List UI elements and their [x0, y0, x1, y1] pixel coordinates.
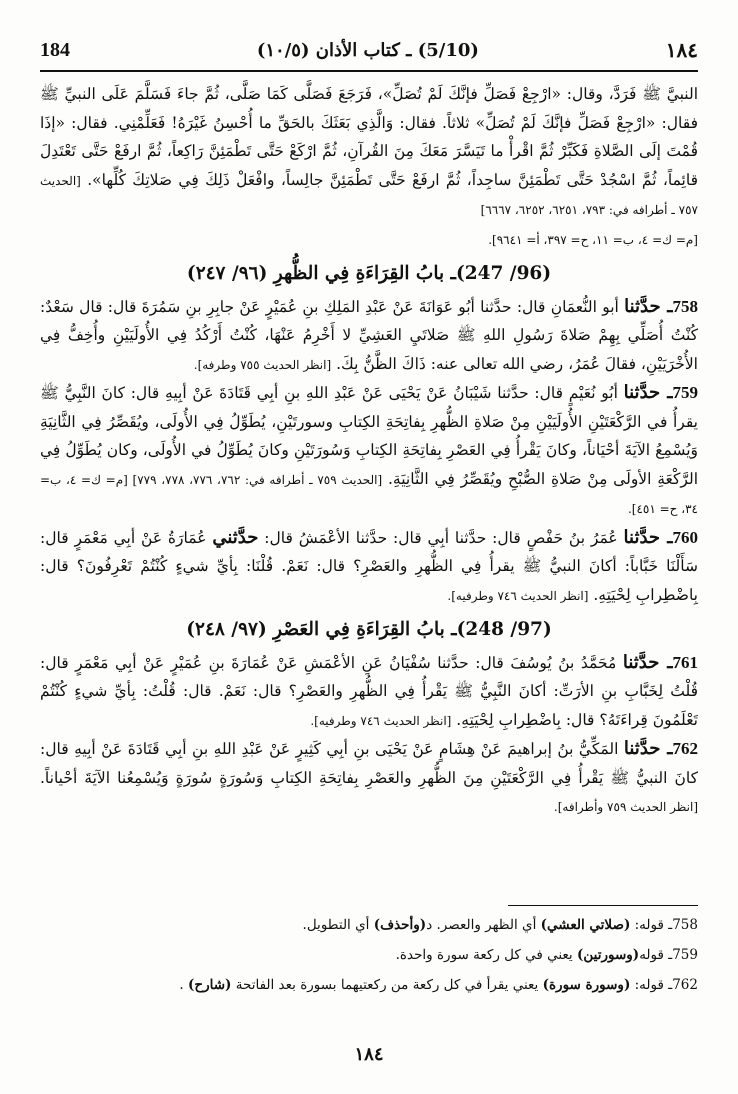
hadith-text: المَكِّيُّ بنُ إبراهيمَ عَنْ هِشَامٍ عَنْ يَحْيَى بنِ أبِي كَثِيرٍ عَنْ عَبْدِ اللهِ بنِ أبِي قَتَادَةَ عَنْ أبِيهِ قال: كانَ النبيُّ ﷺ يَقْرأُ فِي الرَّكْعَتَيْنِ مِنَ الظُّهرِ والعَصْرِ بِفاتِحَةِ الكِتابِ وَسُورَةٍ سُورَةٍ وَيُسْمِعُنا الآيَةَ أحْياناً. — [40, 740, 698, 787]
hadith-760 — [40, 524, 698, 611]
intro-reference-2: [م= ك= ٤، ب= ١١، ح= ٣٩٧، أ= ٩٦٤١]. — [488, 232, 698, 247]
footnote-part: أي التطويل. — [302, 917, 374, 933]
hadith-number: 762 — [672, 739, 698, 758]
hadith-haddathani: حدَّثني — [212, 526, 259, 548]
hadith-number: 761 — [672, 652, 699, 672]
hadith-opening: ـ حدَّثنا — [622, 651, 673, 673]
footnote-term: (وسورة سورة) — [542, 977, 631, 993]
hadith-text: أبو النُّعمَانِ قال: حدَّثنا أبُو عَوَانَةَ عَنْ عَبْدِ المَلِكِ بنِ عُمَيْرٍ عَنْ جابِرِ بنِ سَمُرَةَ قال: قال سَعْدٌ: كُنْتُ أُصَلِّي بِهِمْ صَلاةَ رَسُولِ اللهِ ﷺ صَلاتَيِ العَشِيِّ لا أَخْرِمُ عَنْهَا، كُنْتُ أَرْكُدُ فِي الأُولَيَيْنِ وأُخِفُّ فِي الأُخْرَيَيْنِ، فقالَ عُمَرُ، رضي الله تعالى عنه: ذَاكَ الظَّنُّ بِكَ. — [40, 297, 698, 373]
hadith-758 — [40, 293, 698, 380]
hadith-759 — [40, 379, 698, 524]
footnote-term: (وأحذف) — [373, 917, 427, 933]
hadith-text-b: عُمَارَةُ عَنْ أبِي مَعْمَرٍ قال: سَأَلْنَا خَبَّاباً: أكانَ النبيُّ ﷺ يقرأُ فِي الظُّهرِ والعَصْرِ؟ قال: نَعَمْ. قُلْنَا: بِأيِّ شيءٍ كُنْتُمْ تَعْرِفُونَ؟ قال: بِاضْطِرابِ لِحْيَتِهِ. — [40, 528, 698, 604]
hadith-reference: [انظر الحديث ٧٤٦ وطرفيه]. — [310, 713, 452, 728]
hadith-opening: ـ حدَّثنا — [623, 526, 673, 548]
footnote-part: أي الظهر والعصر. د — [426, 917, 541, 933]
page-number-latin: 184 — [40, 38, 70, 61]
footnote-number: 759 — [672, 947, 698, 963]
chapter-heading-asr: (97/ 248)ـ بابُ القِرَاءَةِ فِي العَصْرِ (٩٧/ ٢٤٨) — [186, 619, 552, 640]
footnote-part: يعني يقرأ في كل ركعة من ركعتيهما بسورة بعد الفاتحة — [231, 977, 543, 993]
footnote-item — [40, 910, 698, 940]
hadith-number: 759 — [672, 383, 698, 402]
footnote-term: (وسورتين) — [576, 947, 640, 963]
intro-text: النبيَّ ﷺ فَرَدَّ، وقال: «ارْجِعْ فَصَلِّ فإنَّكَ لَمْ تُصَلِّ»، فَرَجَعَ فَصَلَّى كَمَا صَلَّى، ثُمَّ جاءَ فَسَلَّمَ عَلَى النبيِّ ﷺ فقال: «ارْجِعْ فَصَلِّ فإنَّكَ لَمْ تُصَلِّ» ثلاثاً. فقال: وَالَّذِي بَعَثَكَ بالحَقِّ ما أُحْسِنُ غَيْرَهُ! فَعَلِّمْنِي. فقال: «إذَا قُمْتَ إلَى الصَّلاةِ فَكَبِّرْ ثُمَّ اقْرأْ ما تَيَسَّرَ مَعَكَ مِنَ القُرآنِ، ثُمَّ ارْكَعْ حَتَّى تَطْمَئِنَّ رَاكِعاً، ثُمَّ ارفَعْ حَتَّى تَعْتَدِلَ قائِماً، ثُمَّ اسْجُدْ حَتَّى تَطْمَئِنَّ ساجِداً، ثُمَّ ارفَعْ حَتَّى تَطْمَئِنَّ جالِساً، وافْعَلْ ذَلِكَ فِي صَلاتِكَ كُلِّها». — [40, 85, 699, 189]
footnote-term: (شارح) — [188, 977, 232, 993]
page-number-arabic: ١٨٤ — [665, 38, 698, 62]
footnote-divider — [508, 905, 698, 906]
hadith-opening: ـ حدَّثنا — [624, 295, 673, 317]
footnote-part: ـ قوله: — [630, 977, 673, 993]
hadith-text: مُحَمَّدُ بنُ يُوسُفَ قال: حدَّثنا سُفْيَانُ عَنِ الأعْمَشِ عَنْ عُمَارَةَ بنِ عُمَيْرٍ عَنْ أبِي مَعْمَرٍ قال: قُلْتُ لِخَبَّابِ بنِ الأرَتِّ: أكانَ النَّبِيُّ ﷺ يَقْرأُ فِي الظُّهرِ والعَصْرِ؟ قال: نَعَمْ. قال: قُلْتُ: بِأيِّ شيءٍ كُنْتُمْ تَعْلَمُونَ قِراءَتَهُ؟ قال: بِاضْطِرابِ لِحْيَتِهِ. — [40, 653, 698, 729]
intro-reference: [الحديث ٧٥٧ ـ أطرافه في: ٧٩٣، ٦٢٥١، ٦٢٥٢، ٦٦٦٧] — [40, 173, 698, 217]
running-title: (5/10) ـ كتاب الأذان (١٠/٥) — [256, 39, 479, 61]
footnote-item — [40, 940, 698, 970]
hadith-761 — [40, 649, 698, 736]
hadith-opening: ـ حدَّثنا — [623, 738, 673, 759]
footnote-part: ـ قوله — [639, 947, 673, 963]
page-header — [40, 30, 698, 72]
hadith-number: 758 — [672, 296, 698, 316]
footnote-number: 762 — [672, 977, 698, 993]
footnote-part: ـ قوله: — [630, 917, 673, 933]
main-text — [40, 80, 698, 822]
intro-paragraph — [40, 80, 698, 254]
footnote-item — [40, 970, 698, 1000]
hadith-text-a: عُمَرُ بنُ حَفْصٍ قال: حدَّثنا أبِي قال: حدَّثنا الأعْمَشُ قال: — [264, 528, 618, 547]
hadith-762 — [40, 735, 698, 822]
footnote-part: . — [179, 977, 189, 993]
footnotes — [40, 910, 698, 1000]
footnote-term: (صلاتي العشي) — [540, 917, 631, 933]
footnote-number: 758 — [672, 917, 698, 933]
page-footer-number: ١٨٤ — [354, 1044, 384, 1065]
hadith-reference: [انظر الحديث ٧٥٩ وأطرافه]. — [553, 800, 698, 814]
hadith-number: 760 — [672, 527, 699, 547]
footnote-part: يعني في كل ركعة سورة واحدة. — [395, 947, 577, 963]
hadith-reference: [انظر الحديث ٧٥٥ وطرفه]. — [193, 357, 332, 372]
hadith-reference: [انظر الحديث ٧٤٦ وطرفيه]. — [447, 588, 589, 603]
hadith-opening: ـ حدَّثنا — [623, 382, 673, 403]
chapter-heading-zuhr: (96/ 247)ـ بابُ القِرَاءَةِ فِي الظُّهرِ (٩٦/ ٢٤٧) — [186, 263, 552, 284]
hadith-reference: [الحديث ٧٥٩ ـ أطرافه في: ٧٦٢، ٧٧٦، ٧٧٨، ٧٧٩] [م= ك= ٤، ب= ٣٤، ح= ٤٥١]. — [40, 472, 698, 516]
hadith-text: أبُو نُعَيْمٍ قال: حدَّثنا شَيْبَانُ عَنْ يَحْيَى عَنْ عَبْدِ اللهِ بنِ أبِي قَتَادَةَ عَنْ أبِيهِ قال: كانَ النَّبِيُّ ﷺ يقرأُ في الرَّكْعَتَيْنِ الأُولَيَيْنِ مِنْ صَلاةِ الظُّهرِ بِفاتِحَةِ الكِتابِ وسورتَيْنِ، يُطَوِّلُ فِي الأُولَى، ويُقَصِّرُ فِي الثَّانِيَةِ وَيُسْمِعُ الآيَةَ أحْيَاناً، وكانَ يَقْرأُ فِي العَصْرِ بِفاتِحَةِ الكِتابِ وَسُورَتَيْنِ وكانَ يُطَوِّلُ في الأُولَى، وكان يُطَوِّلُ فِي الرَّكْعَةِ الأولَى مِنْ صَلاةِ الصُّبْحِ ويُقَصِّرُ فِي الثَّانِيَةِ. — [40, 384, 698, 488]
